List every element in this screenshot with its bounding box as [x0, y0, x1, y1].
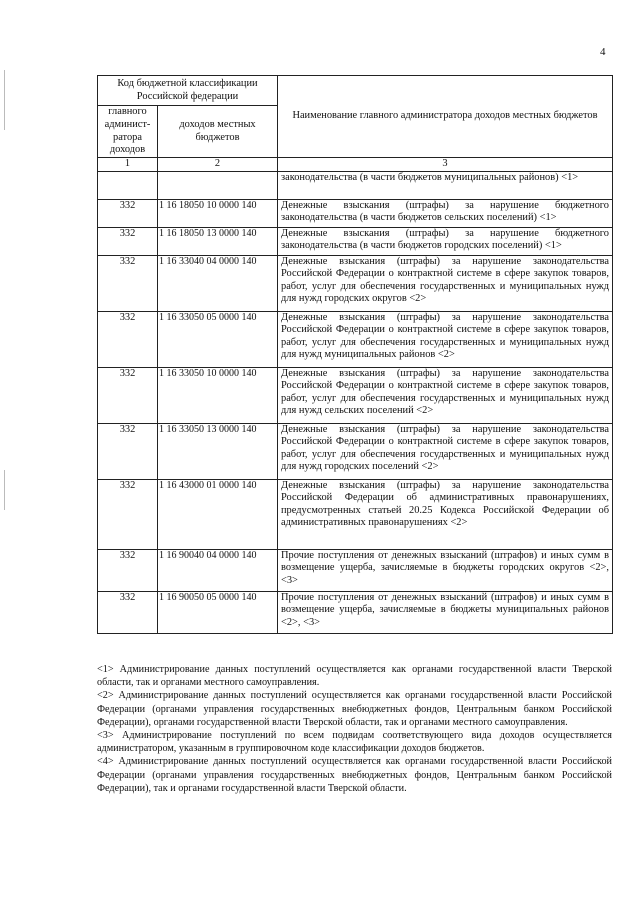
income-code-cell	[158, 171, 278, 199]
income-code-cell: 1 16 18050 10 0000 140	[158, 199, 278, 227]
income-name-cell: законодательства (в части бюджетов муниципальных районов) <1>	[278, 171, 613, 199]
table-row	[98, 367, 613, 423]
table-row	[98, 311, 613, 367]
income-code-cell: 1 16 33050 13 0000 140	[158, 423, 278, 479]
income-code-cell: 1 16 90040 04 0000 140	[158, 549, 278, 591]
admin-code-cell: 332	[98, 227, 158, 255]
admin-code-cell: 332	[98, 549, 158, 591]
income-name-cell: Денежные взыскания (штрафы) за нарушение законодательства Российской Федерации о контрактной системе в сфере закупок товаров, работ, услуг для обеспечения государственных и муниципальных нужд для нужд муниципальных районов <2>	[278, 311, 613, 367]
footnote-3: <3> Администрирование поступлений по всем подвидам соответствующего вида доходов осуществляется администратором, указанным в группировочном коде классификации доходов бюджетов.	[97, 730, 612, 755]
scan-margin-mark	[4, 470, 5, 510]
budget-classification-table	[97, 75, 613, 634]
income-name-cell: Денежные взыскания (штрафы) за нарушение бюджетного законодательства (в части бюджетов городских поселений) <1>	[278, 227, 613, 255]
footnote-1: <1> Администрирование данных поступлений осуществляется как органами государственной власти Тверской области, так и органами местного самоуправления.	[97, 664, 612, 689]
table-row	[98, 423, 613, 479]
income-code-cell: 1 16 33040 04 0000 140	[158, 255, 278, 311]
income-name-cell: Денежные взыскания (штрафы) за нарушение бюджетного законодательства (в части бюджетов сельских поселений) <1>	[278, 199, 613, 227]
admin-code-cell: 332	[98, 367, 158, 423]
header-income: доходов местных бюджетов	[158, 106, 278, 158]
income-name-cell: Денежные взыскания (штрафы) за нарушение законодательства Российской Федерации о контрактной системе в сфере закупок товаров, работ, услуг для обеспечения государственных и муниципальных нужд для нужд сельских поселений <2>	[278, 367, 613, 423]
income-code-cell: 1 16 43000 01 0000 140	[158, 479, 278, 549]
income-code-cell: 1 16 33050 05 0000 140	[158, 311, 278, 367]
footnote-2: <2> Администрирование данных поступлений осуществляется как органами государственной власти Российской Федерации (органами управления государственных внебюджетных фондов, Центральным банком Российской Федерации), органами государственной власти Тверской области, так и органами местного самоуправления.	[97, 690, 612, 728]
admin-code-cell: 332	[98, 423, 158, 479]
table-row	[98, 171, 613, 199]
table-row	[98, 479, 613, 549]
admin-code-cell: 332	[98, 255, 158, 311]
income-code-cell: 1 16 33050 10 0000 140	[158, 367, 278, 423]
header-col-3: 3	[278, 158, 613, 172]
income-name-cell: Денежные взыскания (штрафы) за нарушение законодательства Российской Федерации об административных правонарушениях, предусмотренных статьей 20.25 Кодекса Российской Федерации об административных правонарушениях <2>	[278, 479, 613, 549]
admin-code-cell	[98, 171, 158, 199]
table-row	[98, 591, 613, 633]
footnotes	[97, 663, 612, 795]
header-col-1: 1	[98, 158, 158, 172]
income-name-cell: Прочие поступления от денежных взысканий (штрафов) и иных сумм в возмещение ущерба, зачисляемые в бюджеты муниципальных районов <2>, <3>	[278, 591, 613, 633]
income-name-cell: Денежные взыскания (штрафы) за нарушение законодательства Российской Федерации о контрактной системе в сфере закупок товаров, работ, услуг для обеспечения государственных и муниципальных нужд для нужд городских округов <2>	[278, 255, 613, 311]
scan-margin-mark	[4, 70, 5, 130]
table-row	[98, 255, 613, 311]
admin-code-cell: 332	[98, 591, 158, 633]
admin-code-cell: 332	[98, 479, 158, 549]
income-code-cell: 1 16 18050 13 0000 140	[158, 227, 278, 255]
table-row	[98, 227, 613, 255]
header-admin: главного админист-ратора доходов	[98, 106, 158, 158]
header-name: Наименование главного администратора доходов местных бюджетов	[278, 76, 613, 158]
header-col-2: 2	[158, 158, 278, 172]
footnote-4: <4> Администрирование данных поступлений осуществляется как органами государственной власти Российской Федерации (органами управления государственных внебюджетных фондов, Центральным банком Российской Федерации), так и органами государственной власти Тверской области.	[97, 756, 612, 794]
page-number: 4	[600, 46, 606, 58]
income-name-cell: Прочие поступления от денежных взысканий (штрафов) и иных сумм в возмещение ущерба, зачисляемые в бюджеты городских округов <2>, <3>	[278, 549, 613, 591]
table-row	[98, 549, 613, 591]
table-row	[98, 199, 613, 227]
admin-code-cell: 332	[98, 311, 158, 367]
admin-code-cell: 332	[98, 199, 158, 227]
income-code-cell: 1 16 90050 05 0000 140	[158, 591, 278, 633]
header-bcc: Код бюджетной классификации Российской федерации	[98, 76, 278, 106]
income-name-cell: Денежные взыскания (штрафы) за нарушение законодательства Российской Федерации о контрактной системе в сфере закупок товаров, работ, услуг для обеспечения государственных и муниципальных нужд для нужд городских поселений <2>	[278, 423, 613, 479]
